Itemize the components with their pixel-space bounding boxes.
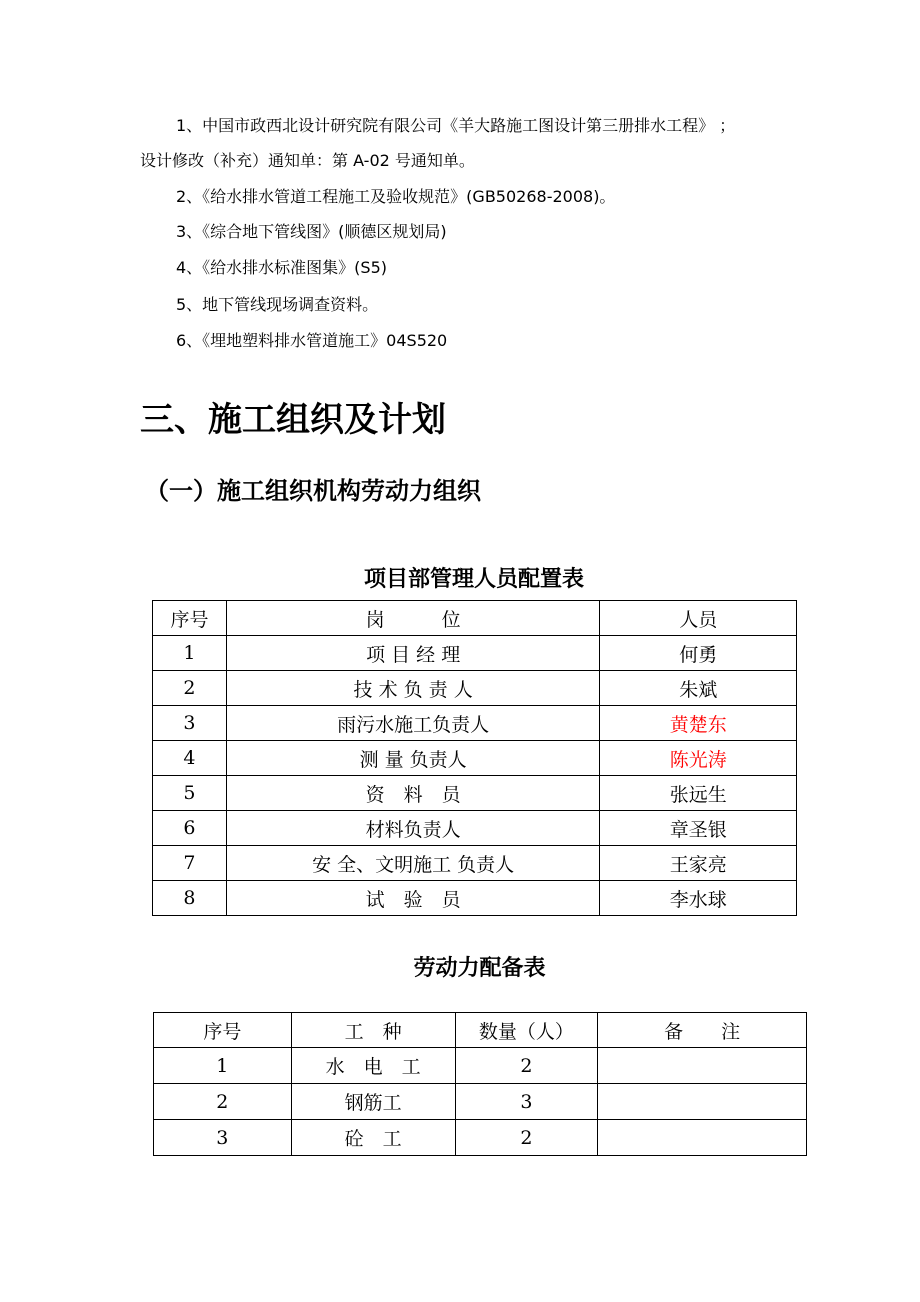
- staff-table: [152, 600, 797, 916]
- person-cell-highlighted: 黄楚东: [600, 706, 797, 741]
- reference-item: 6、《埋地塑料排水管道施工》04S520: [176, 331, 448, 350]
- subsection-heading: （一）施工组织机构劳动力组织: [145, 477, 481, 505]
- trade-cell: 砼 工: [291, 1120, 455, 1156]
- remarks-cell: [598, 1048, 807, 1084]
- person-cell: 章圣银: [600, 811, 797, 846]
- quantity-cell: 2: [455, 1120, 598, 1156]
- quantity-cell: 2: [455, 1048, 598, 1084]
- row-number: 4: [153, 741, 227, 776]
- position-cell: 技 术 负 责 人: [226, 671, 600, 706]
- header-cell: 人员: [600, 601, 797, 636]
- section-heading: 三、施工组织及计划: [140, 400, 446, 440]
- row-number: 3: [153, 706, 227, 741]
- row-number: 6: [153, 811, 227, 846]
- table-row: [153, 671, 797, 706]
- row-number: 1: [153, 636, 227, 671]
- header-cell: 序号: [153, 601, 227, 636]
- table-row: [153, 706, 797, 741]
- header-cell: 数量（人）: [455, 1013, 598, 1048]
- position-cell: 测 量 负责人: [226, 741, 600, 776]
- table-row: [153, 846, 797, 881]
- row-number: 5: [153, 776, 227, 811]
- table-row: [153, 811, 797, 846]
- position-cell: 材料负责人: [226, 811, 600, 846]
- person-cell: 李水球: [600, 881, 797, 916]
- trade-cell: 水 电 工: [291, 1048, 455, 1084]
- person-cell: 何勇: [600, 636, 797, 671]
- reference-item-continuation: 设计修改（补充）通知单：第 A-02 号通知单。: [140, 151, 475, 170]
- labor-table: [153, 1012, 807, 1156]
- row-number: 3: [154, 1120, 292, 1156]
- person-cell: 张远生: [600, 776, 797, 811]
- staff-table-header: [153, 601, 797, 636]
- table-row: [154, 1048, 807, 1084]
- row-number: 7: [153, 846, 227, 881]
- table-row: [154, 1120, 807, 1156]
- row-number: 8: [153, 881, 227, 916]
- position-cell: 试 验 员: [226, 881, 600, 916]
- table-row: [153, 881, 797, 916]
- table-row: [153, 776, 797, 811]
- row-number: 2: [154, 1084, 292, 1120]
- header-cell: 工 种: [291, 1013, 455, 1048]
- position-cell: 资 料 员: [226, 776, 600, 811]
- reference-item: 4、《给水排水标准图集》(S5): [176, 258, 388, 277]
- table-row: [153, 636, 797, 671]
- table-row: [153, 741, 797, 776]
- person-cell: 王家亮: [600, 846, 797, 881]
- row-number: 2: [153, 671, 227, 706]
- reference-item: 3、《综合地下管线图》(顺德区规划局): [176, 222, 447, 241]
- labor-table-title: 劳动力配备表: [413, 956, 546, 981]
- row-number: 1: [154, 1048, 292, 1084]
- quantity-cell: 3: [455, 1084, 598, 1120]
- header-cell: 备 注: [598, 1013, 807, 1048]
- remarks-cell: [598, 1120, 807, 1156]
- reference-item: 1、中国市政西北设计研究院有限公司《羊大路施工图设计第三册排水工程》 ；: [176, 116, 736, 135]
- position-cell: 安 全、文明施工 负责人: [226, 846, 600, 881]
- reference-item: 2、《给水排水管道工程施工及验收规范》(GB50268-2008)。: [176, 187, 616, 206]
- reference-item: 5、地下管线现场调查资料。: [176, 295, 379, 314]
- header-cell: 岗 位: [226, 601, 600, 636]
- labor-table-header: [154, 1013, 807, 1048]
- person-cell: 朱斌: [600, 671, 797, 706]
- table-row: [154, 1084, 807, 1120]
- trade-cell: 钢筋工: [291, 1084, 455, 1120]
- position-cell: 雨污水施工负责人: [226, 706, 600, 741]
- position-cell: 项 目 经 理: [226, 636, 600, 671]
- staff-table-title: 项目部管理人员配置表: [363, 567, 584, 592]
- header-cell: 序号: [154, 1013, 292, 1048]
- person-cell-highlighted: 陈光涛: [600, 741, 797, 776]
- remarks-cell: [598, 1084, 807, 1120]
